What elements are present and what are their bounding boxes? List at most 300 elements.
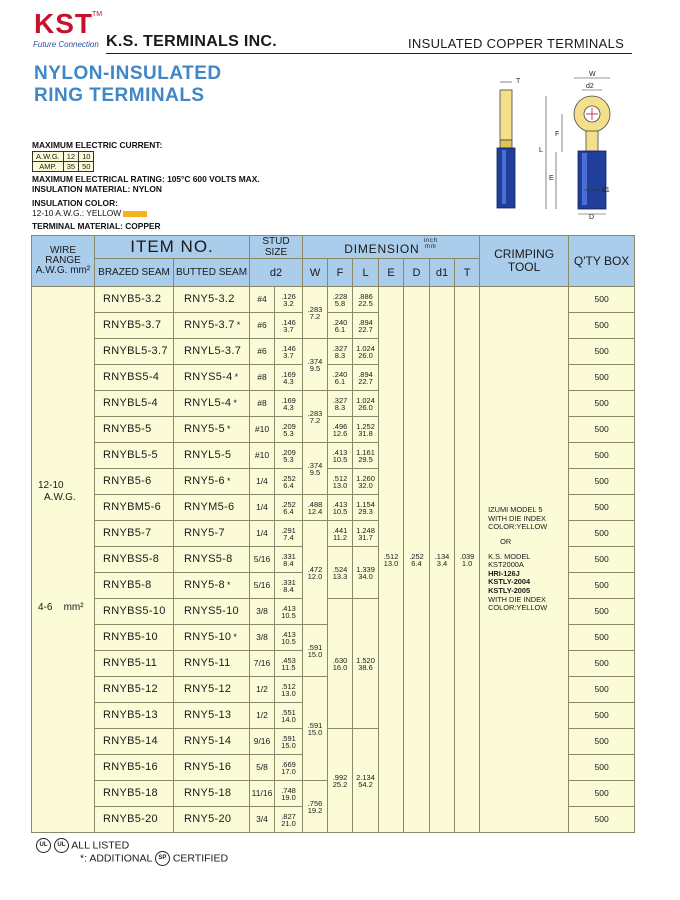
f-value [328, 339, 353, 365]
e-value [379, 287, 404, 833]
d-value [404, 287, 430, 833]
f-value-mm: 8.3 [334, 350, 346, 360]
d2-value-mm: 3.7 [283, 324, 294, 334]
w-value-inch: .591 [307, 642, 323, 652]
diagram-label-t: T [516, 78, 521, 85]
d1-value-mm: 3.4 [436, 558, 448, 568]
amp-value: 50 [79, 162, 94, 172]
d2-value-inch: .669 [281, 759, 296, 769]
brazed-part-number: RNYB5-8 [95, 573, 174, 599]
col-f: F [328, 259, 353, 287]
qty-box: 500 [569, 365, 635, 391]
l-value-mm: 31.7 [358, 532, 373, 542]
d2-value-mm: 13.0 [281, 688, 296, 698]
w-value-mm: 7.2 [309, 311, 321, 321]
brazed-part-number: RNYBM5-6 [95, 495, 174, 521]
f-value-mm: 11.2 [332, 532, 348, 542]
d2-value [275, 365, 303, 391]
f-value-mm: 6.1 [334, 324, 346, 334]
w-value-inch: .283 [307, 408, 323, 418]
stud-size: 11/16 [250, 781, 275, 807]
unit-inch: inch [423, 238, 438, 244]
stud-size: 3/4 [250, 807, 275, 833]
w-value-inch: .283 [307, 304, 323, 314]
current-table [32, 151, 94, 172]
d2-value-mm: 17.0 [281, 766, 296, 776]
qty-box: 500 [569, 781, 635, 807]
qty-box: 500 [569, 703, 635, 729]
butted-part-number [174, 677, 250, 703]
l-value-mm: 34.0 [358, 571, 373, 581]
l-value-inch: 1.252 [356, 421, 375, 431]
stud-size: 3/8 [250, 625, 275, 651]
crimping-tool-cell [480, 287, 569, 833]
f-value [328, 521, 353, 547]
f-value [328, 365, 353, 391]
amp-value: 35 [63, 162, 78, 172]
butted-part-text: RNY5-16 [184, 761, 232, 773]
stud-size: 1/2 [250, 677, 275, 703]
stud-size: 1/2 [250, 703, 275, 729]
max-current-label: MAXIMUM ELECTRIC CURRENT: [32, 140, 163, 150]
l-value [353, 521, 379, 547]
d2-value-inch: .413 [281, 629, 296, 639]
brazed-part-number: RNYB5-12 [95, 677, 174, 703]
w-value-mm: 12.4 [307, 506, 323, 516]
yellow-swatch [123, 211, 147, 217]
t-value-mm: 1.0 [461, 558, 473, 568]
f-value [328, 729, 353, 833]
l-value-inch: 1.260 [356, 473, 375, 483]
insulation-color-text: 12-10 A.W.G.: YELLOW [32, 208, 122, 218]
f-value-mm: 8.3 [334, 402, 346, 412]
brazed-part-number: RNYB5-6 [95, 469, 174, 495]
wire-range-header: WIRE RANGE A.W.G. mm² [35, 245, 91, 276]
awg-label: A.W.G. [33, 152, 64, 162]
tool-line: OR [500, 537, 512, 547]
w-value [303, 391, 328, 443]
d2-value-mm: 5.3 [283, 428, 294, 438]
tool-line: IZUMI MODEL 5 [488, 505, 543, 515]
l-value [353, 365, 379, 391]
qty-box: 500 [569, 547, 635, 573]
d2-value-inch: .146 [281, 343, 296, 353]
l-value-inch: 1.520 [356, 655, 375, 665]
col-d: D [404, 259, 430, 287]
wire-range-cell [32, 287, 95, 833]
col-crimping-tool: CRIMPING TOOL [480, 236, 569, 287]
f-value-inch: .413 [332, 499, 348, 509]
brazed-part-number: RNYB5-14 [95, 729, 174, 755]
wire-awg-value: 12-10 [38, 480, 64, 491]
kst-logo: KST [34, 8, 93, 39]
l-value [353, 599, 379, 729]
stud-size: 1/4 [250, 521, 275, 547]
additional-star: * [236, 320, 241, 330]
butted-part-text: RNY5-11 [184, 657, 231, 669]
d2-value-inch: .169 [281, 395, 296, 405]
f-value [328, 417, 353, 443]
tool-line: COLOR:YELLOW [488, 522, 548, 532]
d2-value [275, 703, 303, 729]
qty-box: 500 [569, 391, 635, 417]
col-stud-size: STUD SIZE [250, 236, 303, 259]
f-value-inch: .413 [332, 447, 348, 457]
l-value [353, 287, 379, 313]
d2-value [275, 729, 303, 755]
d2-value [275, 781, 303, 807]
additional-star: * [234, 372, 239, 382]
butted-part-text: RNY5-3.7 [184, 319, 235, 331]
f-value-inch: .630 [332, 655, 348, 665]
d2-value-mm: 15.0 [281, 740, 296, 750]
f-value-mm: 10.5 [332, 454, 348, 464]
w-value [303, 781, 328, 833]
l-value-inch: 1.161 [356, 447, 375, 457]
stud-size: 5/8 [250, 755, 275, 781]
qty-box: 500 [569, 573, 635, 599]
butted-part-number [174, 729, 250, 755]
d-value-inch: .252 [409, 551, 424, 561]
l-value [353, 729, 379, 833]
header-divider [106, 53, 632, 54]
terminals-table [31, 235, 635, 833]
l-value-mm: 22.7 [358, 376, 373, 386]
d2-value [275, 651, 303, 677]
butted-part-text: RNYS5-10 [184, 605, 239, 617]
w-value-mm: 12.0 [307, 571, 323, 581]
butted-part-text: RNY5-6 [184, 475, 225, 487]
stud-size: 1/4 [250, 495, 275, 521]
csa-certified-icon: SP [155, 851, 170, 866]
front-insulation-highlight [582, 153, 587, 205]
col-butted-seam: BUTTED SEAM [174, 259, 250, 287]
d2-value-inch: .209 [281, 447, 296, 457]
w-value-inch: .472 [307, 564, 323, 574]
d2-value-mm: 6.4 [283, 506, 294, 516]
butted-part-number [174, 417, 250, 443]
wire-awg-unit [32, 492, 94, 504]
all-listed-text: ALL LISTED [71, 839, 130, 852]
terminal-material: TERMINAL MATERIAL: COPPER [32, 221, 161, 231]
f-value-inch: .240 [332, 317, 348, 327]
d2-value-inch: .252 [281, 499, 296, 509]
w-value-inch: .756 [307, 798, 323, 808]
d2-value-mm: 10.5 [281, 636, 296, 646]
l-value-mm: 26.0 [358, 402, 373, 412]
l-value-inch: 1.339 [356, 564, 375, 574]
page-title [34, 63, 222, 107]
d2-value [275, 677, 303, 703]
diagram-label-d1: d1 [602, 187, 610, 194]
f-value [328, 443, 353, 469]
stud-size: #8 [250, 391, 275, 417]
d2-value [275, 547, 303, 573]
l-value-mm: 54.2 [358, 779, 373, 789]
brazed-part-number: RNYB5-5 [95, 417, 174, 443]
stud-size: 5/16 [250, 573, 275, 599]
butted-part-number [174, 651, 250, 677]
butted-part-number [174, 625, 250, 651]
diagram-label-f: F [555, 131, 560, 138]
d2-value [275, 599, 303, 625]
electrical-rating: MAXIMUM ELECTRICAL RATING: 105°C 600 VOLTS MAX. [32, 174, 260, 184]
w-value-mm: 15.0 [307, 727, 323, 737]
l-value-mm: 38.6 [358, 662, 373, 672]
butted-part-text: RNY5-8 [184, 579, 225, 591]
butted-part-number [174, 521, 250, 547]
d2-value-mm: 5.3 [283, 454, 294, 464]
butted-part-number [174, 781, 250, 807]
butted-part-text: RNYL5-3.7 [184, 345, 242, 357]
diagram-label-w: W [589, 71, 596, 78]
f-value-mm: 13.0 [332, 480, 348, 490]
butted-part-number [174, 391, 250, 417]
tool-line: KSTLY-2004 [488, 577, 531, 587]
tool-line: HRI-126J [488, 568, 520, 578]
f-value-mm: 25.2 [332, 779, 348, 789]
l-value-mm: 32.0 [358, 480, 373, 490]
additional-star: * [226, 476, 231, 486]
brazed-part-number: RNYB5-20 [95, 807, 174, 833]
d2-value-mm: 10.5 [281, 610, 296, 620]
stud-size: 7/16 [250, 651, 275, 677]
brazed-part-number: RNYBL5-3.7 [95, 339, 174, 365]
brazed-part-number: RNYBS5-8 [95, 547, 174, 573]
l-value-inch: 2.134 [356, 772, 375, 782]
w-value-mm: 7.2 [309, 415, 321, 425]
d2-value-inch: .413 [281, 603, 296, 613]
d2-value [275, 573, 303, 599]
certified-text: CERTIFIED [172, 852, 229, 865]
w-value-mm: 19.2 [307, 805, 323, 815]
d2-value-inch: .453 [281, 655, 296, 665]
d2-value-mm: 11.5 [281, 662, 296, 672]
diagram-label-e: E [549, 175, 554, 182]
f-value [328, 547, 353, 599]
w-value [303, 495, 328, 521]
l-value-inch: .894 [358, 369, 373, 379]
butted-part-number [174, 755, 250, 781]
d2-value [275, 469, 303, 495]
side-barrel [500, 140, 512, 148]
w-value [303, 625, 328, 677]
e-value-inch: .512 [383, 551, 399, 561]
d2-value-inch: .126 [281, 291, 296, 301]
f-value-mm: 10.5 [332, 506, 348, 516]
f-value [328, 391, 353, 417]
additional-star: * [233, 632, 238, 642]
company-name: K.S. TERMINALS INC. [106, 33, 278, 50]
l-value-mm: 26.0 [358, 350, 373, 360]
l-value-inch: 1.154 [356, 499, 375, 509]
brazed-part-number: RNYB5-13 [95, 703, 174, 729]
brazed-part-number: RNYBL5-5 [95, 443, 174, 469]
f-value-inch: .512 [332, 473, 348, 483]
butted-part-text: RNY5-10 [184, 631, 232, 643]
additional-star: * [233, 398, 238, 408]
w-value-inch: .591 [307, 720, 323, 730]
l-value-inch: 1.024 [356, 395, 375, 405]
butted-part-number [174, 703, 250, 729]
t-value-inch: .039 [459, 551, 475, 561]
wire-awg [32, 480, 94, 492]
d2-value-inch: .291 [281, 525, 296, 535]
d2-value-inch: .146 [281, 317, 296, 327]
butted-part-number [174, 313, 250, 339]
brazed-part-number: RNYBS5-10 [95, 599, 174, 625]
additional-star: * [226, 580, 231, 590]
f-value-mm: 16.0 [332, 662, 348, 672]
butted-part-number [174, 365, 250, 391]
f-value-inch: .327 [332, 395, 348, 405]
f-value-inch: .441 [332, 525, 348, 535]
tool-line: WITH DIE INDEX [488, 513, 546, 523]
w-value-mm: 15.0 [307, 649, 323, 659]
w-value-inch: .488 [307, 499, 323, 509]
l-value [353, 313, 379, 339]
d2-value-mm: 7.4 [283, 532, 294, 542]
insulation-color-value [32, 208, 147, 218]
d2-value [275, 755, 303, 781]
d1-value [430, 287, 455, 833]
wire-mm [32, 602, 94, 614]
tool-line: COLOR:YELLOW [488, 603, 548, 613]
l-value [353, 547, 379, 599]
insulation-material: INSULATION MATERIAL: NYLON [32, 184, 162, 194]
awg-value: 12 [63, 152, 78, 162]
col-e: E [379, 259, 404, 287]
d2-value [275, 391, 303, 417]
logo-trademark: TM [92, 11, 103, 18]
stud-size: #8 [250, 365, 275, 391]
tool-line: WITH DIE INDEX [488, 594, 546, 604]
butted-part-number [174, 495, 250, 521]
butted-part-number [174, 339, 250, 365]
butted-part-number [174, 547, 250, 573]
d2-value-mm: 14.0 [281, 714, 296, 724]
d2-value [275, 339, 303, 365]
diagram-label-d: D [589, 214, 595, 220]
qty-box: 500 [569, 469, 635, 495]
d2-value-inch: .252 [281, 473, 296, 483]
f-value [328, 313, 353, 339]
l-value-mm: 31.8 [358, 428, 373, 438]
stud-size: #4 [250, 287, 275, 313]
table-body [32, 287, 635, 833]
f-value-inch: .992 [332, 772, 348, 782]
butted-part-text: RNY5-18 [184, 787, 232, 799]
brazed-part-number: RNYB5-7 [95, 521, 174, 547]
qty-box: 500 [569, 729, 635, 755]
d2-value-mm: 4.3 [283, 402, 294, 412]
d2-value-mm: 8.4 [283, 584, 294, 594]
f-value-mm: 13.3 [332, 571, 348, 581]
d2-value-inch: .209 [281, 421, 296, 431]
f-value-inch: .228 [332, 291, 348, 301]
d2-value-mm: 6.4 [283, 480, 294, 490]
product-category: INSULATED COPPER TERMINALS [408, 36, 625, 51]
additional-star: * [226, 424, 231, 434]
stud-size: #6 [250, 339, 275, 365]
w-value [303, 443, 328, 495]
butted-part-text: RNY5-7 [184, 527, 225, 539]
stud-size: 3/8 [250, 599, 275, 625]
qty-box: 500 [569, 599, 635, 625]
d2-value [275, 417, 303, 443]
stud-size: #10 [250, 443, 275, 469]
qty-box: 500 [569, 521, 635, 547]
f-value [328, 495, 353, 521]
col-item-no: ITEM NO. [95, 236, 250, 259]
d2-value-mm: 3.7 [283, 350, 294, 360]
brazed-part-number: RNYB5-10 [95, 625, 174, 651]
col-t: T [455, 259, 480, 287]
qty-box: 500 [569, 287, 635, 313]
l-value-inch: 1.024 [356, 343, 375, 353]
f-value-inch: .327 [332, 343, 348, 353]
d2-value-mm: 19.0 [281, 792, 296, 802]
insulation-color-label: INSULATION COLOR: [32, 198, 118, 208]
title-line-1: NYLON-INSULATED [34, 63, 222, 84]
stud-size: 1/4 [250, 469, 275, 495]
butted-part-text: RNY5-3.2 [184, 293, 235, 305]
butted-part-text: RNY5-20 [184, 813, 232, 825]
w-value-inch: .374 [307, 460, 323, 470]
dimension-units [424, 238, 438, 250]
f-value-inch: .524 [332, 564, 348, 574]
l-value-mm: 22.5 [358, 298, 373, 308]
ul-listed-icon: UL [36, 838, 51, 853]
tool-line: KST2000A [488, 560, 524, 570]
col-qty-box: Q'TY BOX [569, 236, 635, 287]
col-d2: d2 [250, 259, 303, 287]
w-value-mm: 9.5 [309, 363, 321, 373]
butted-part-number [174, 443, 250, 469]
qty-box: 500 [569, 807, 635, 833]
l-value [353, 495, 379, 521]
col-brazed-seam: BRAZED SEAM [95, 259, 174, 287]
col-w: W [303, 259, 328, 287]
qty-box: 500 [569, 755, 635, 781]
w-value [303, 339, 328, 391]
col-dimension [303, 236, 480, 259]
d2-value-mm: 3.2 [283, 298, 294, 308]
awg-value: 10 [79, 152, 94, 162]
title-line-2: RING TERMINALS [34, 85, 205, 106]
unit-mm: mm [424, 244, 437, 250]
cul-listed-icon: UL [54, 838, 69, 853]
d2-value-mm: 4.3 [283, 376, 294, 386]
butted-part-text: RNYL5-5 [184, 449, 232, 461]
e-value-mm: 13.0 [383, 558, 399, 568]
d2-value-inch: .591 [281, 733, 296, 743]
l-value-mm: 22.7 [358, 324, 373, 334]
qty-box: 500 [569, 651, 635, 677]
brazed-part-number: RNYBS5-4 [95, 365, 174, 391]
d2-value-mm: 8.4 [283, 558, 294, 568]
qty-box: 500 [569, 625, 635, 651]
qty-box: 500 [569, 495, 635, 521]
d2-value [275, 287, 303, 313]
w-value [303, 287, 328, 339]
butted-part-text: RNYS5-8 [184, 553, 233, 565]
table-row [32, 287, 635, 313]
brazed-part-number: RNYB5-3.2 [95, 287, 174, 313]
side-tongue [500, 90, 512, 140]
d1-value-inch: .134 [434, 551, 450, 561]
ring-terminal-diagram [480, 70, 640, 220]
